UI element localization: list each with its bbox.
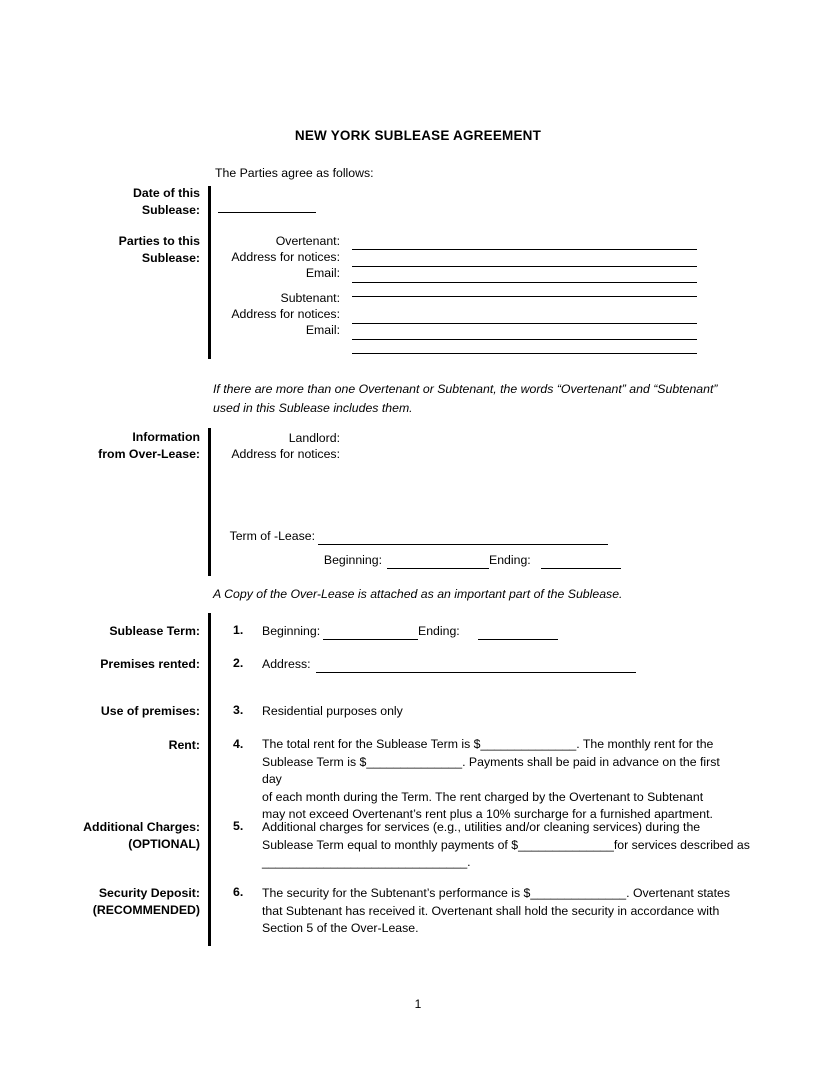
item-number-3: 3. xyxy=(233,703,244,717)
label-rent: Rent: xyxy=(168,738,200,752)
label-security-deposit-line1: Security Deposit: xyxy=(98,886,200,900)
label-security-deposit xyxy=(20,885,200,918)
label-over-lease-line2: from Over-Lease: xyxy=(98,446,200,461)
term-of-lease-rule[interactable] xyxy=(318,544,608,545)
label-sublease-beginning: Beginning: xyxy=(262,624,321,638)
rent-line-2: Sublease Term is $______________. Payments shall be paid in advance on the first day xyxy=(262,754,720,786)
rent-text xyxy=(262,736,742,824)
rent-line-1: The total rent for the Sublease Term is $______________. The monthly rent for the xyxy=(262,737,714,751)
label-date-line1: Date of this xyxy=(133,186,200,200)
label-parties-line1: Parties to this xyxy=(118,234,200,248)
label-additional-charges-line2: (OPTIONAL) xyxy=(128,836,200,851)
sublease-ending-rule[interactable] xyxy=(478,639,558,640)
rent-line-3: of each month during the Term. The rent charged by the Overtenant to Subtenant xyxy=(262,789,704,804)
label-over-lease-beginning: Beginning: xyxy=(323,553,382,567)
label-over-lease-line1: Information xyxy=(132,430,200,444)
page-number: 1 xyxy=(414,997,422,1011)
additional-charges-text xyxy=(262,819,752,872)
subtenant-email-field-rule[interactable] xyxy=(352,339,697,340)
additional-charges-line-3: ______________________________. xyxy=(262,855,471,869)
label-over-lease-ending: Ending: xyxy=(489,553,531,567)
label-overtenant: Overtenant: xyxy=(275,234,340,248)
security-deposit-line-1: The security for the Subtenant’s performance is $______________. Overtenant states xyxy=(262,886,731,900)
label-subtenant-address: Address for notices: xyxy=(231,307,340,321)
over-lease-beginning-rule[interactable] xyxy=(387,568,489,569)
security-deposit-line-2: that Subtenant has received it. Overtenant shall hold the security in accordance with xyxy=(262,903,720,918)
rent-line-4: may not exceed Overtenant’s rent plus a 10% surcharge for a furnished apartment. xyxy=(262,807,713,821)
security-deposit-text xyxy=(262,885,742,938)
subtenant-address-field-rule[interactable] xyxy=(352,323,697,324)
overtenant-field-rule[interactable] xyxy=(352,249,697,250)
sublease-beginning-rule[interactable] xyxy=(323,639,418,640)
item-number-5: 5. xyxy=(233,819,244,833)
label-overtenant-address: Address for notices: xyxy=(231,250,340,264)
item-number-2: 2. xyxy=(233,656,244,670)
premises-address-rule[interactable] xyxy=(316,672,636,673)
overtenant-email-field-rule[interactable] xyxy=(352,282,697,283)
page-title: NEW YORK SUBLEASE AGREEMENT xyxy=(294,128,542,143)
label-premises-rented: Premises rented: xyxy=(100,657,200,671)
over-lease-ending-rule[interactable] xyxy=(541,568,621,569)
label-sublease-term: Sublease Term: xyxy=(109,624,200,638)
label-use-of-premises: Use of premises: xyxy=(100,704,200,718)
label-additional-charges xyxy=(20,819,200,852)
label-security-deposit-line2: (RECOMMENDED) xyxy=(92,902,200,917)
label-date-line2: Sublease: xyxy=(141,202,200,217)
overtenant-extra-rule[interactable] xyxy=(352,296,697,297)
parties-note xyxy=(213,380,753,418)
label-term-of-lease: Term of -Lease: xyxy=(229,529,315,543)
label-subtenant: Subtenant: xyxy=(280,291,340,305)
label-information-from-over-lease xyxy=(20,429,200,462)
label-premises-address: Address: xyxy=(262,657,311,671)
label-landlord-address: Address for notices: xyxy=(231,447,340,461)
label-landlord: Landlord: xyxy=(288,431,340,445)
label-additional-charges-line1: Additional Charges: xyxy=(83,820,200,834)
use-of-premises-text: Residential purposes only xyxy=(262,704,403,718)
label-date-of-sublease xyxy=(20,185,200,218)
intro-text: The Parties agree as follows: xyxy=(215,166,374,180)
label-parties-to-sublease xyxy=(20,233,200,266)
item-number-6: 6. xyxy=(233,885,244,899)
item-number-4: 4. xyxy=(233,737,244,751)
label-subtenant-email: Email: xyxy=(305,323,340,337)
date-field-rule[interactable] xyxy=(218,212,316,213)
over-lease-copy-note: A Copy of the Over-Lease is attached as an important part of the Sublease. xyxy=(213,587,623,601)
parties-note-line2: used in this Sublease includes them. xyxy=(213,401,413,415)
item-number-1: 1. xyxy=(233,623,244,637)
label-overtenant-email: Email: xyxy=(305,266,340,280)
vertical-rule-terms xyxy=(208,613,211,946)
security-deposit-line-3: Section 5 of the Over-Lease. xyxy=(262,921,419,935)
label-sublease-ending: Ending: xyxy=(418,624,460,638)
label-parties-line2: Sublease: xyxy=(141,250,200,265)
additional-charges-line-2: Sublease Term equal to monthly payments of $______________for services described as xyxy=(262,837,750,852)
parties-note-line1: If there are more than one Overtenant or Subtenant, the words “Overtenant” and “Subtenant” xyxy=(213,382,718,396)
overtenant-address-field-rule[interactable] xyxy=(352,266,697,267)
additional-charges-line-1: Additional charges for services (e.g., utilities and/or cleaning services) during the xyxy=(262,820,701,834)
subtenant-extra-rule[interactable] xyxy=(352,353,697,354)
